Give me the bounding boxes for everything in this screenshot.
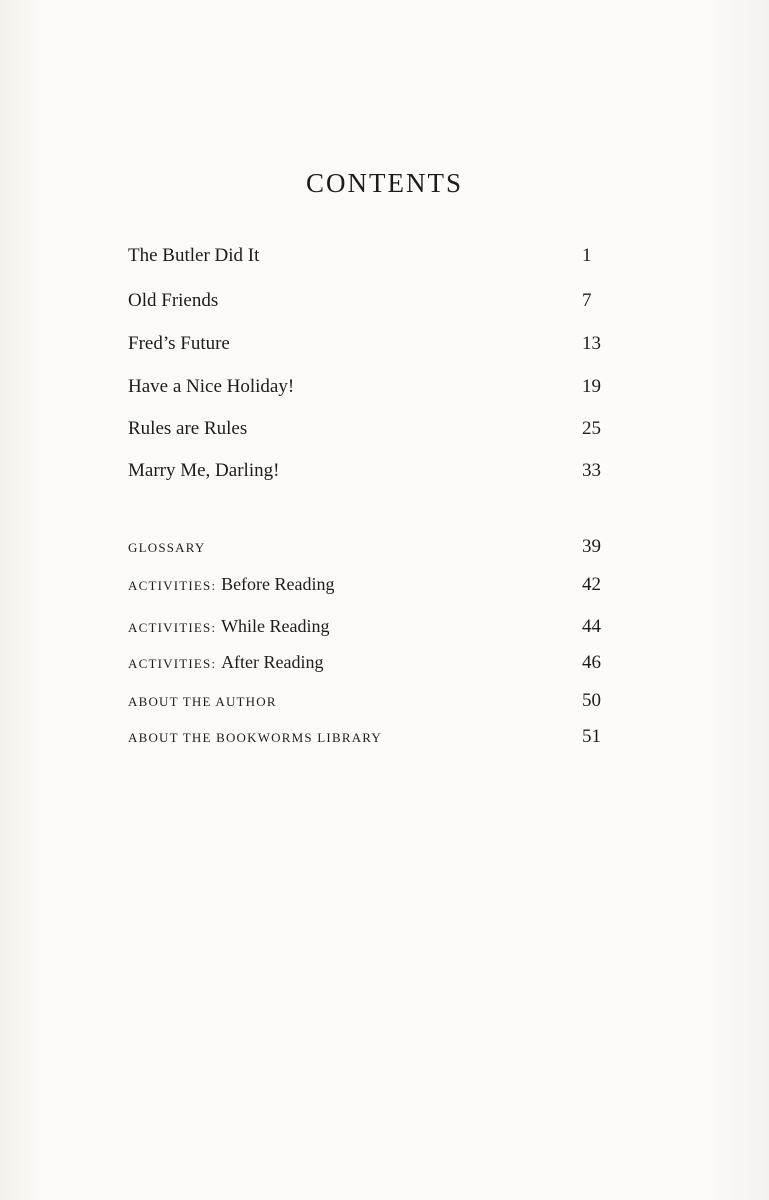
- toc-entry-page: 50: [582, 690, 601, 711]
- toc-entry-page: 1: [582, 245, 592, 266]
- toc-entry-title: Fred’s Future: [128, 333, 230, 354]
- toc-back-prefix: ACTIVITIES:: [128, 620, 217, 635]
- toc-entry-title: Rules are Rules: [128, 418, 248, 439]
- toc-back-entry: [128, 574, 610, 596]
- toc-entry-page: 44: [582, 616, 601, 637]
- toc-entry-page: 25: [582, 418, 601, 439]
- toc-back-prefix: ABOUT THE BOOKWORMS LIBRARY: [128, 730, 383, 745]
- toc-entry-page: 42: [582, 574, 601, 595]
- toc-back-entry: [128, 690, 610, 712]
- toc-back-entry: [128, 616, 610, 638]
- toc-entry-page: 13: [582, 333, 601, 354]
- toc-entry-page: 19: [582, 376, 601, 397]
- toc-back-suffix: Before Reading: [221, 574, 335, 594]
- toc-back-entry: [128, 652, 610, 674]
- toc-entry-page: 39: [582, 536, 601, 557]
- toc-back-prefix: ACTIVITIES:: [128, 578, 217, 593]
- toc-entry: [128, 418, 610, 440]
- toc-entry: [128, 245, 610, 267]
- page-title: CONTENTS: [306, 168, 463, 198]
- toc-entry-page: 33: [582, 460, 601, 481]
- toc-entry-title: Have a Nice Holiday!: [128, 376, 295, 397]
- toc-entry: [128, 376, 610, 398]
- toc-entry: [128, 290, 610, 312]
- toc-back-suffix: While Reading: [221, 616, 330, 636]
- toc-back-entry: [128, 726, 610, 748]
- toc-back-entry: [128, 536, 610, 558]
- toc-entry-title: Old Friends: [128, 290, 219, 311]
- toc-entry-title: Marry Me, Darling!: [128, 460, 280, 481]
- toc-entry: [128, 460, 610, 482]
- toc-entry: [128, 333, 610, 355]
- toc-back-prefix: ABOUT THE AUTHOR: [128, 694, 277, 709]
- toc-entry-page: 51: [582, 726, 601, 747]
- toc-entry-page: 7: [582, 290, 592, 311]
- toc-back-suffix: After Reading: [221, 652, 324, 672]
- toc-entry-page: 46: [582, 652, 601, 673]
- toc-back-prefix: GLOSSARY: [128, 540, 206, 555]
- toc-back-prefix: ACTIVITIES:: [128, 656, 217, 671]
- toc-entry-title: The Butler Did It: [128, 245, 260, 266]
